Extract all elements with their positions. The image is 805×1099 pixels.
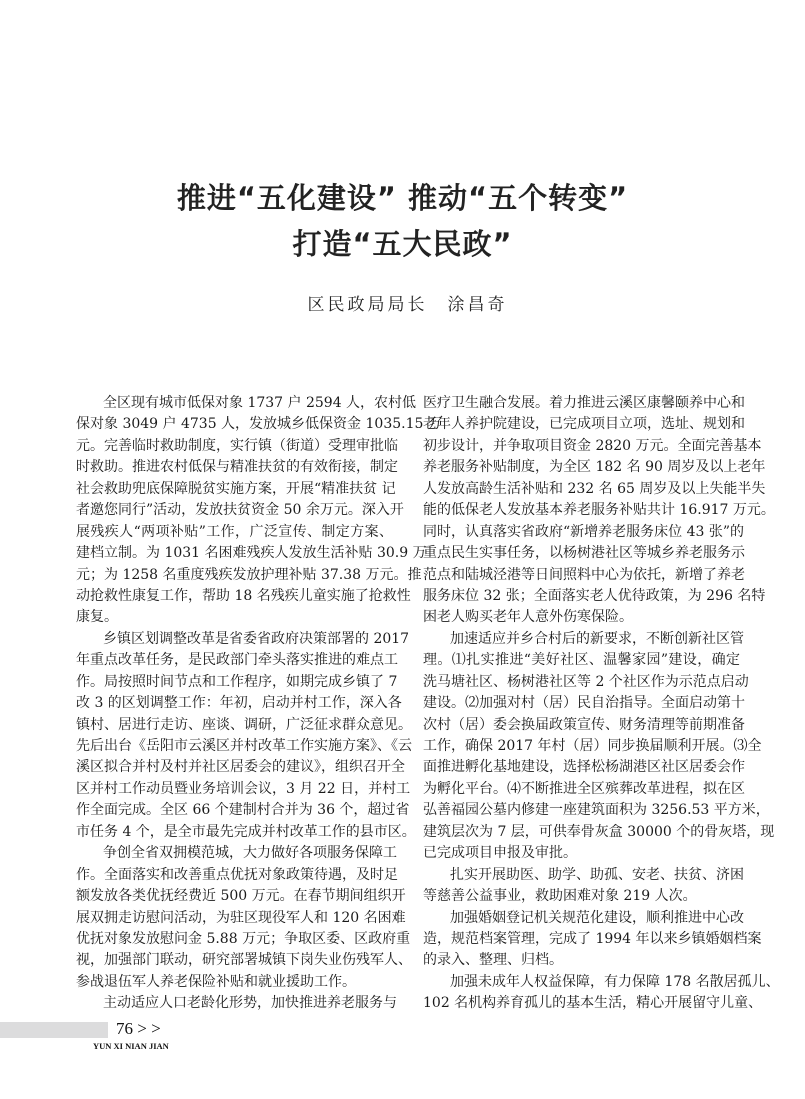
text-line: 面推进孵化基地建设，选择松杨湖港区社区居委会作 [423, 759, 745, 776]
paragraph [76, 843, 412, 993]
text-line: 改 3 的区划调整工作：年初，启动并村工作，深入各 [76, 695, 402, 712]
paragraph [423, 972, 780, 1015]
text-line: 优抚对象发放慰问金 5.88 万元；争取区委、区政府重 [76, 930, 411, 947]
text-line: 时救助。推进农村低保与精准扶贫的有效衔接，制定 [76, 459, 398, 476]
text-line: 洗马塘社区、杨树港社区等 2 个社区作为示范点启动 [423, 673, 749, 690]
text-line: 展双拥走访慰问活动，为驻区现役军人和 120 名困难 [76, 909, 406, 926]
text-line: 建档立制。为 1031 名困难残疾人发放生活补贴 30.9 万 [76, 545, 427, 562]
text-line: 作全面完成。全区 66 个建制村合并为 36 个，超过省 [76, 802, 410, 819]
publication-name: YUN XI NIAN JIAN [93, 1041, 169, 1051]
text-line: 工作，确保 2017 年村（居）同步换届顺利开展。⑶全 [423, 738, 762, 754]
text-line: 参战退伍军人养老保险补贴和就业援助工作。 [76, 973, 356, 990]
text-line: 的录入、整理、归档。 [423, 952, 563, 969]
article-title-line-2: 打造“五大民政” [292, 227, 513, 261]
text-line: 等慈善公益事业，救助困难对象 219 人次。 [423, 888, 697, 905]
text-line: 展残疾人“两项补贴”工作，广泛宣传、制定方案、 [76, 523, 393, 540]
text-line: 市任务 4 个，是全市最先完成并村改革工作的县市区。 [76, 823, 416, 840]
text-line: 加强婚姻登记机关规范化建设，顺利推进中心改 [450, 909, 744, 926]
text-line: 加速适应并乡合村后的新要求，不断创新社区管 [450, 630, 744, 647]
text-line: 建筑层次为 7 层，可供奉骨灰盒 30000 个的骨灰塔，现 [423, 823, 775, 840]
text-line: 加强未成年人权益保障，有力保障 178 名散居孤儿、 [450, 973, 780, 990]
text-line: 康复。 [76, 609, 118, 626]
paragraph [76, 393, 442, 629]
text-line: 社会救助兜底保障脱贫实施方案，开展“精准扶贫 记 [76, 480, 396, 497]
text-line: 养老服务补贴制度，为全区 182 名 90 周岁及以上老年 [423, 459, 766, 476]
text-line: 区并村工作动员暨业务培训会议，3 月 22 日，并村工 [76, 780, 411, 797]
body-column-left [76, 393, 442, 1015]
text-line: 困老人购买老年人意外伤寒保险。 [423, 609, 633, 626]
text-line: 元。完善临时救助制度，实行镇（街道）受理审批临 [76, 437, 398, 454]
text-line: 造，规范档案管理，完成了 1994 年以来乡镇婚姻档案 [423, 930, 762, 947]
text-line: 医疗卫生融合发展。着力推进云溪区康馨颐养中心和 [423, 395, 745, 411]
text-line: 主动适应人口老龄化形势，加快推进养老服务与 [103, 995, 397, 1012]
paragraph [423, 629, 775, 865]
text-line: 视，加强部门联动，研究部署城镇下岗失业伤残军人、 [76, 952, 412, 969]
article-title-line-1: 推进“五化建设” 推动“五个转变” [176, 181, 629, 215]
text-line: 102 名机构养育孤儿的基本生活，精心开展留守儿童、 [423, 995, 763, 1012]
text-line: 能的低保老人发放基本养老服务补贴共计 16.917 万元。 [423, 502, 775, 519]
text-line: 额发放各类优抚经费近 500 万元。在春节期间组织开 [76, 888, 406, 905]
text-line: 作。局按照时间节点和工作程序，如期完成乡镇了 7 [76, 673, 398, 690]
text-line: 者邀您同行”活动，发放扶贫资金 50 余万元。深入开 [76, 502, 404, 519]
text-line: 服务床位 32 张；全面落实老人优待政策，为 296 名特 [423, 587, 766, 604]
text-line: 老年人养护院建设，已完成项目立项，选址、规划和 [423, 416, 745, 433]
page-number: 76 > > [116, 1019, 161, 1038]
text-line: 镇村、居进行走访、座谈、调研，广泛征求群众意见。 [76, 716, 412, 733]
text-line: 乡镇区划调整改革是省委省政府决策部署的 2017 [103, 630, 410, 647]
text-line: 扎实开展助医、助学、助孤、安老、扶贫、济困 [450, 866, 744, 883]
text-line: 全区现有城市低保对象 1737 户 2594 人，农村低 [103, 395, 417, 411]
paragraph [76, 993, 397, 1014]
text-line: 弘善福园公墓内修建一座建筑面积为 3256.53 平方米， [423, 802, 770, 819]
text-line: 重点民生实事任务，以杨树港社区等城乡养老服务示 [423, 545, 745, 562]
text-line: 元；为 1258 名重度残疾发放护理补贴 37.38 万元。推 [76, 566, 422, 583]
text-line: 同时，认真落实省政府“新增养老服务床位 43 张”的 [423, 523, 745, 540]
body-column-right [423, 393, 780, 1015]
paragraph [76, 629, 416, 843]
text-line: 理。⑴扎实推进“美好社区、温馨家园”建设，确定 [423, 652, 740, 669]
text-line: 次村（居）委会换届政策宣传、财务清理等前期准备 [423, 716, 745, 733]
text-line: 溪区拟合并村及村并社区居委会的建议》，组织召开全 [76, 759, 405, 776]
paragraph [423, 865, 744, 908]
paragraph [423, 393, 775, 629]
text-line: 人发放高龄生活补贴和 232 名 65 周岁及以上失能半失 [423, 480, 766, 497]
text-line: 争创全省双拥模范城，大力做好各项服务保障工 [103, 845, 397, 862]
text-line: 为孵化平台。⑷不断推进全区殡葬改革进程，拟在区 [423, 780, 745, 797]
text-line: 范点和陆城泾港等日间照料中心为依托，新增了养老 [423, 566, 745, 583]
text-line: 先后出台《岳阳市云溪区并村改革工作实施方案》、《云 [76, 738, 412, 754]
article-author: 区民政局局长 涂昌奇 [307, 295, 508, 315]
footer-bar [0, 1022, 108, 1038]
text-line: 作。全面落实和改善重点优抚对象政策待遇，及时足 [76, 866, 398, 883]
text-line: 保对象 3049 户 4735 人，发放城乡低保资金 1035.15 万 [76, 416, 442, 433]
text-line: 动抢救性康复工作，帮助 18 名残疾儿童实施了抢救性 [76, 587, 411, 604]
text-line: 建设。⑵加强对村（居）民自治指导。全面启动第十 [423, 695, 745, 712]
text-line: 年重点改革任务，是民政部门牵头落实推进的难点工 [76, 652, 398, 669]
text-line: 初步设计，并争取项目资金 2820 万元。全面完善基本 [423, 437, 762, 454]
text-line: 已完成项目申报及审批。 [423, 845, 577, 862]
paragraph [423, 908, 762, 972]
